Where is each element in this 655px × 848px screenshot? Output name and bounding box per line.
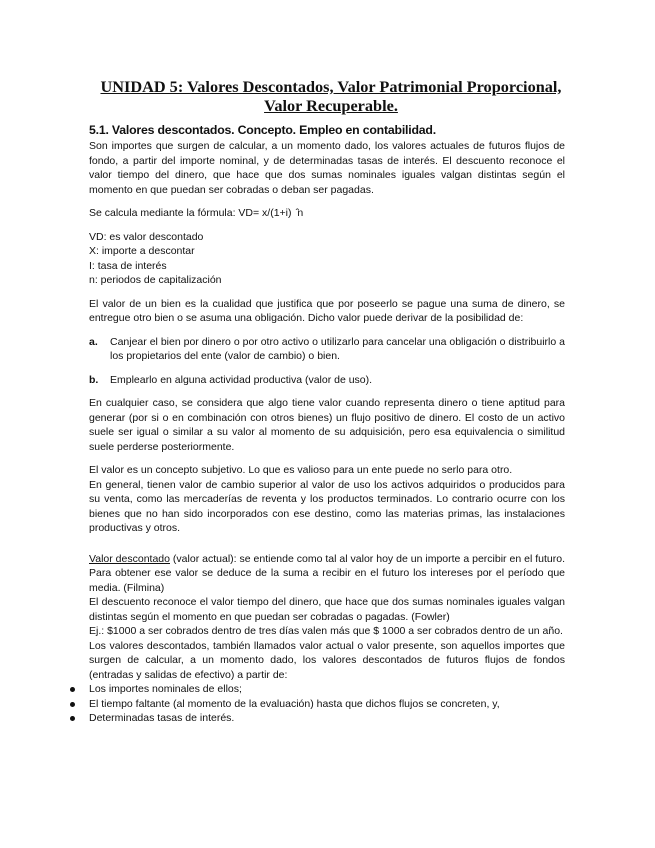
bullet-item	[89, 682, 565, 697]
page-title: UNIDAD 5: Valores Descontados, Valor Patrimonial Proporcional, Valor Recuperable.	[100, 77, 562, 115]
bullet-text: Determinadas tasas de interés.	[89, 712, 235, 724]
option-item	[89, 335, 565, 364]
general-paragraph: En general, tienen valor de cambio superior al valor de uso los activos adquiridos o producidos para su venta, como las mercaderías de reventa y los productos terminados. Lo contrario ocurre con los bienes que no han sido incorporados con ese destino, como las materias primas, las instalaciones productivas y otros.	[89, 478, 565, 534]
value-paragraph: El valor de un bien es la cualidad que justifica que por poseerlo se pague una suma de dinero, se entregue otro bien o se asuma una obligación. Dicho valor puede derivar de la posibilidad de:	[89, 297, 565, 324]
bullet-dot-icon	[70, 716, 75, 721]
fowler-paragraph: El descuento reconoce el valor tiempo del dinero, que hace que dos sumas nominales iguales valgan distintas según el momento en que puedan ser cobradas o pagadas. (Fowler)	[89, 596, 565, 623]
option-marker: a.	[89, 335, 98, 348]
option-marker: b.	[89, 373, 99, 386]
section-heading: 5.1. Valores descontados. Concepto. Empleo en contabilidad.	[89, 123, 436, 137]
bullet-list	[89, 682, 565, 726]
vd-definition: (valor actual): se entiende como tal al valor hoy de un importe a percibir en el futuro. Para obtener ese valor se deduce de la suma a recibir en el futuro los intereses por el período que media. (Filmina)	[89, 552, 565, 594]
case-paragraph: En cualquier caso, se considera que algo tiene valor cuando representa dinero o tiene aptitud para generar (por si o en combinación con otros bienes) un flujo positivo de dinero. El costo de un activo suele ser igual o similar a su valor al momento de su adquisición, pero esa equivalencia o similitud suele perderse posteriormente.	[89, 397, 565, 453]
definition-item: n: periodos de capitalización	[89, 274, 222, 286]
vp-paragraph: Los valores descontados, también llamados valor actual o valor presente, son aquellos importes que surgen de calcular, a un momento dado, los valores descontados de futuros flujos de fondos (entradas y salidas de efectivo) a partir de:	[89, 639, 565, 681]
bullet-item	[89, 711, 565, 726]
subjective-line: El valor es un concepto subjetivo. Lo que es valioso para un ente puede no serlo para otro.	[89, 464, 513, 476]
option-item	[89, 373, 565, 388]
definition-item: X: importe a descontar	[89, 245, 195, 257]
option-text: Canjear el bien por dinero o por otro activo o utilizarlo para cancelar una obligación o distribuirlo a los propietarios del ente (valor de cambio) o bien.	[110, 335, 565, 362]
example-paragraph: Ej.: $1000 a ser cobrados dentro de tres días valen más que $ 1000 a ser cobrados dentro de un año.	[89, 625, 563, 637]
options-list	[89, 335, 565, 388]
bullet-text: Los importes nominales de ellos;	[89, 683, 242, 695]
definition-item: VD: es valor descontado	[89, 230, 204, 243]
vd-term: Valor descontado	[89, 552, 170, 565]
bullet-item	[89, 697, 565, 712]
option-text: Emplearlo en alguna actividad productiva (valor de uso).	[110, 373, 373, 386]
definitions-list	[89, 230, 565, 288]
bullet-text: El tiempo faltante (al momento de la evaluación) hasta que dichos flujos se concreten, y,	[89, 697, 500, 710]
formula-line: Se calcula mediante la fórmula: VD= x/(1+i) ̂n	[89, 207, 304, 219]
document-body	[89, 122, 565, 726]
intro-paragraph: Son importes que surgen de calcular, a un momento dado, los valores actuales de futuros flujos de fondo, a partir del importe nominal, y de determinadas tasas de interés. El descuento reconoce el valor tiempo del dinero, que hace que dos sumas nominales iguales valgan distintas según el momento en que puedan ser cobradas o deban ser pagadas.	[89, 140, 565, 196]
bullet-dot-icon	[70, 702, 75, 707]
bullet-dot-icon	[70, 687, 75, 692]
definition-item: I: tasa de interés	[89, 259, 167, 272]
vd-definition-paragraph	[89, 552, 565, 596]
